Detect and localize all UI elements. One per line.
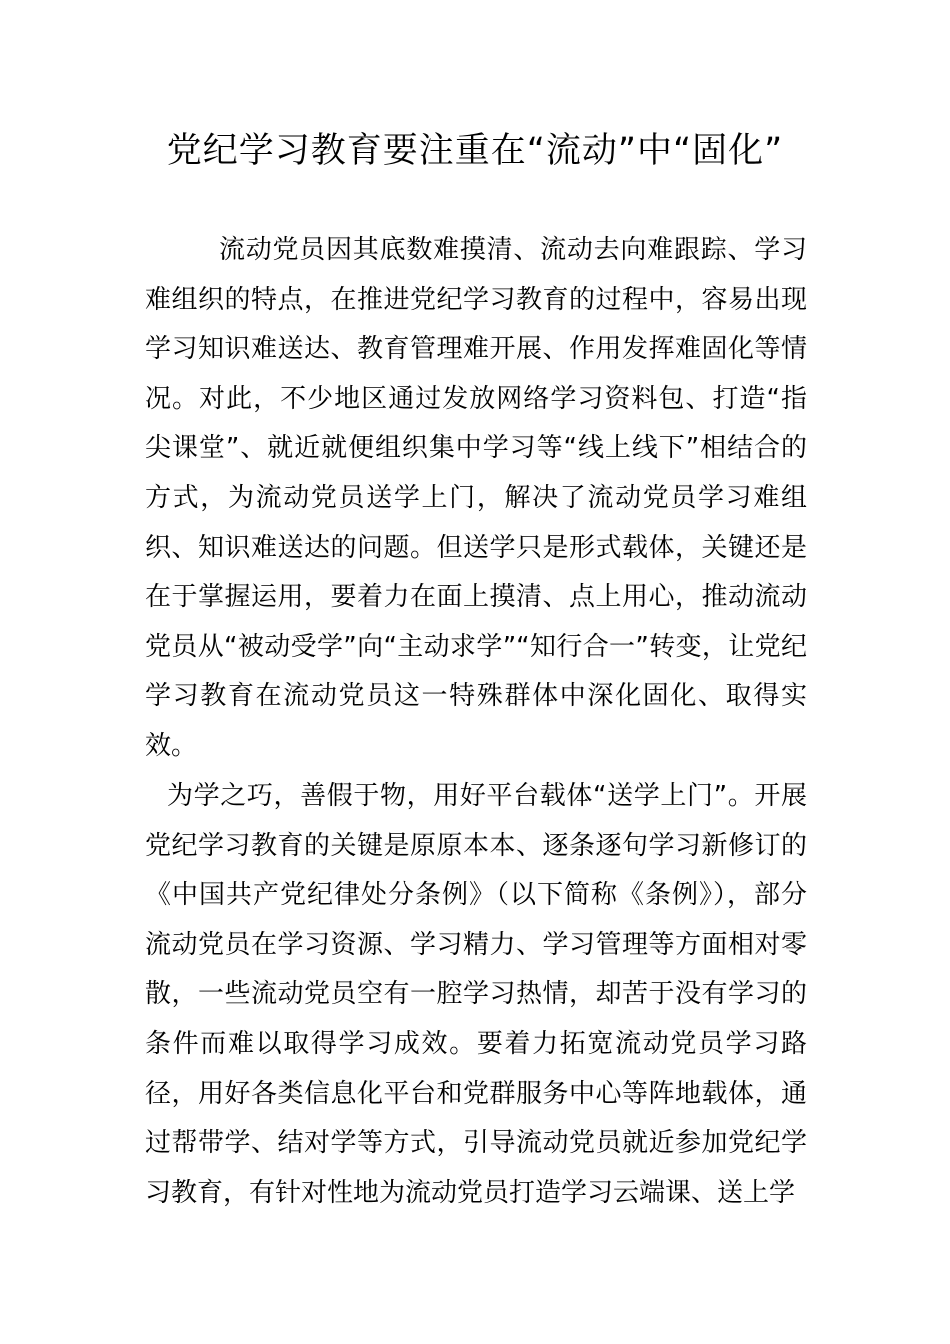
paragraph-1: 流动党员因其底数难摸清、流动去向难跟踪、学习难组织的特点，在推进党纪学习教育的过程中，容易出现学习知识难送达、教育管理难开展、作用发挥难固化等情况。对此，不少地区通过发放网络学习资料包、打造“指尖课堂”、就近就便组织集中学习等“线上线下”相结合的方式，为流动党员送学上门，解决了流动党员学习难组织、知识难送达的问题。但送学只是形式载体，关键还是在于掌握运用，要着力在面上摸清、点上用心，推动流动党员从“被动受学”向“主动求学”“知行合一”转变，让党纪学习教育在流动党员这一特殊群体中深化固化、取得实效。 bbox=[145, 235, 807, 761]
document-title: 党纪学习教育要注重在“流动”中“固化” bbox=[166, 131, 784, 171]
paragraph-2: 为学之巧，善假于物，用好平台载体“送学上门”。开展党纪学习教育的关键是原原本本、逐条逐句学习新修订的《中国共产党纪律处分条例》（以下简称《条例》），部分流动党员在学习资源、学习精力、学习管理等方面相对零散，一些流动党员空有一腔学习热情，却苦于没有学习的条件而难以取得学习成效。要着力拓宽流动党员学习路径，用好各类信息化平台和党群服务中心等阵地载体，通过帮带学、结对学等方式，引导流动党员就近参加党纪学习教育，有针对性地为流动党员打造学习云端课、送上学 bbox=[145, 781, 807, 1208]
